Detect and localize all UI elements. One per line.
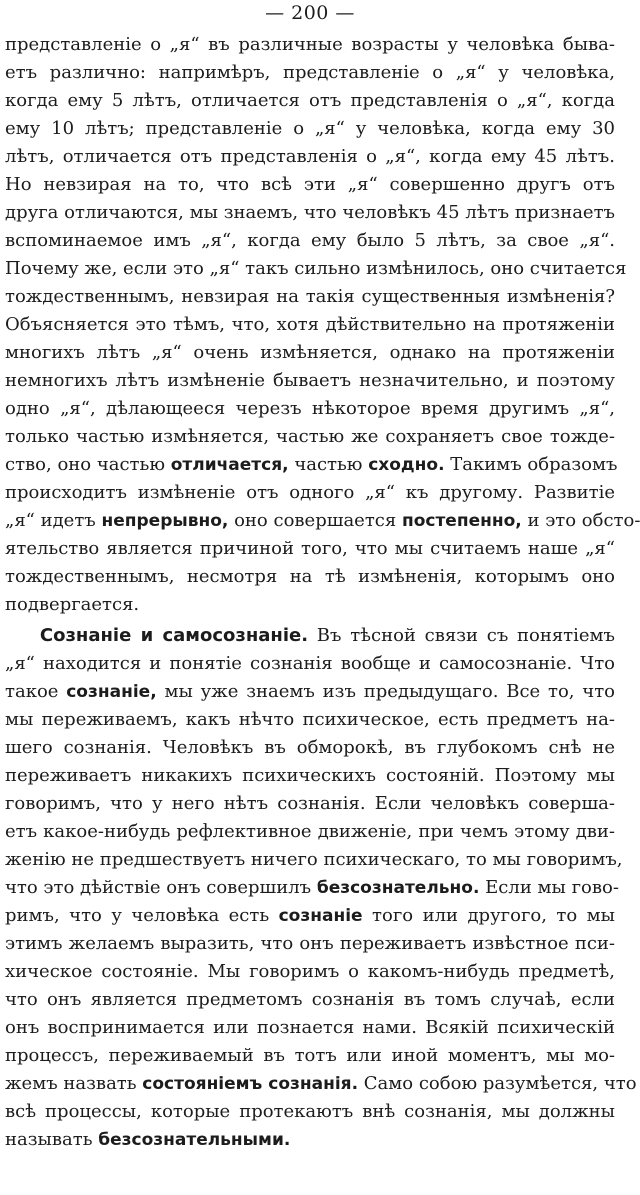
- text-line: [5, 902, 615, 930]
- text-line: [5, 87, 615, 115]
- text-run: переживаетъ никакихъ психическихъ состояній. Поэтому мы: [5, 765, 615, 786]
- text-run: „я“ находится и понятіе сознанія вообще и самосознаніе. Что: [5, 653, 615, 674]
- text-line: [5, 451, 618, 479]
- text-run: одно „я“, дѣлающееся черезъ нѣкоторое время другимъ „я“,: [5, 398, 615, 419]
- text-run: представленіе о „я“ въ различные возрасты у человѣка быва-: [5, 34, 615, 55]
- text-line: [5, 227, 615, 255]
- text-run: друга отличаются, мы знаемъ, что человѣкъ 45 лѣтъ признаетъ: [5, 202, 615, 223]
- bold-term: состояніемъ сознанія.: [142, 1074, 359, 1094]
- text-run: ство, оно частью: [5, 454, 171, 475]
- text-run: [5, 625, 40, 646]
- text-run: немногихъ лѣтъ измѣненіе бываетъ незначительно, и поэтому: [5, 370, 615, 391]
- text-run: Но невзирая на то, что всѣ эти „я“ совершенно другъ отъ: [5, 174, 615, 195]
- text-line: [5, 199, 615, 227]
- text-run: женію не предшествуетъ ничего психическаго, то мы говоримъ,: [5, 849, 623, 870]
- text-line: [5, 622, 615, 650]
- text-line: [5, 1098, 615, 1126]
- text-run: что онъ является предметомъ сознанія въ томъ случаѣ, если: [5, 989, 615, 1010]
- text-run: Въ тѣсной связи съ понятіемъ: [308, 625, 615, 646]
- text-line: [5, 283, 615, 311]
- text-line: [5, 846, 623, 874]
- text-run: Объясняется это тѣмъ, что, хотя дѣйствительно на протяженіи: [5, 314, 615, 335]
- text-run: тождественнымъ, невзирая на такія существенныя измѣненія?: [5, 286, 615, 307]
- text-run: ятельство является причиной того, что мы считаемъ наше „я“: [5, 538, 615, 559]
- text-run: шего сознанія. Человѣкъ въ обморокѣ, въ глубокомъ снѣ не: [5, 737, 615, 758]
- text-line: [5, 563, 615, 591]
- text-line: [5, 59, 615, 87]
- text-run: что это дѣйствіе онъ совершилъ: [5, 877, 317, 898]
- text-run: такое: [5, 681, 67, 702]
- text-run: вспоминаемое имъ „я“, когда ему было 5 лѣтъ, за свое „я“.: [5, 230, 615, 251]
- text-line: [5, 762, 615, 790]
- text-run: процессъ, переживаемый въ тотъ или иной моментъ, мы мо-: [5, 1045, 615, 1066]
- text-run: многихъ лѣтъ „я“ очень измѣняется, однако на протяженіи: [5, 342, 615, 363]
- text-run: Такимъ образомъ: [444, 454, 618, 475]
- text-line: [5, 818, 615, 846]
- text-line: [5, 1014, 615, 1042]
- text-run: римъ, что у человѣка есть: [5, 905, 279, 926]
- text-run: онъ воспринимается или познается нами. Всякій психическій: [5, 1017, 615, 1038]
- text-line: [5, 790, 615, 818]
- text-line: [5, 1126, 615, 1154]
- text-run: етъ какое-нибудь рефлективное движеніе, при чемъ этому дви-: [5, 821, 615, 842]
- bold-term: сходно.: [368, 455, 445, 475]
- text-run: того или другого, то мы: [362, 905, 615, 926]
- bold-term: безсознательными.: [98, 1130, 291, 1150]
- text-line: [5, 1070, 637, 1098]
- text-run: Если мы гово-: [479, 877, 619, 898]
- bold-term: безсознательно.: [316, 878, 480, 898]
- text-run: ему 10 лѣтъ; представленіе о „я“ у человѣка, когда ему 30: [5, 118, 615, 139]
- text-line: [5, 706, 615, 734]
- text-line: [5, 986, 615, 1014]
- text-line: [5, 423, 615, 451]
- text-run: происходитъ измѣненіе отъ одного „я“ къ другому. Развитіе: [5, 482, 615, 503]
- page-number: — 200 —: [265, 2, 355, 24]
- text-run: Почему же, если это „я“ такъ сильно измѣнилось, оно считается: [5, 258, 627, 279]
- text-run: оно совершается: [228, 510, 402, 531]
- text-line: [5, 31, 615, 59]
- text-line: [5, 255, 627, 283]
- text-line: [5, 930, 615, 958]
- text-line: [5, 339, 615, 367]
- text-run: этимъ желаемъ выразить, что онъ переживаетъ извѣстное пси-: [5, 933, 615, 954]
- text-run: когда ему 5 лѣтъ, отличается отъ представленія о „я“, когда: [5, 90, 615, 111]
- text-run: всѣ процессы, которые протекаютъ внѣ сознанія, мы должны: [5, 1101, 615, 1122]
- text-run: частью: [288, 454, 369, 475]
- text-run: и это обсто-: [521, 510, 640, 531]
- section-heading: Сознаніе и самосознаніе.: [39, 625, 309, 646]
- text-line: [5, 115, 615, 143]
- text-run: етъ различно: напримѣръ, представленіе о „я“ у человѣка,: [5, 62, 615, 83]
- bold-term: сознаніе: [278, 906, 363, 926]
- text-line: [5, 650, 615, 678]
- text-run: хическое состояніе. Мы говоримъ о какомъ-нибудь предметѣ,: [5, 961, 615, 982]
- bold-term: отличается,: [170, 455, 289, 475]
- text-run: только частью измѣняется, частью же сохраняетъ свое тожде-: [5, 426, 615, 447]
- text-run: тождественнымъ, несмотря на тѣ измѣненія, которымъ оно: [5, 566, 615, 587]
- text-line: [5, 479, 615, 507]
- text-line: [5, 1042, 615, 1070]
- bold-term: непрерывно,: [101, 511, 229, 531]
- text-run: называть: [5, 1129, 99, 1150]
- text-line: [5, 678, 615, 706]
- text-run: „я“ идетъ: [5, 510, 102, 531]
- text-line: [5, 143, 615, 171]
- text-run: лѣтъ, отличается отъ представленія о „я“, когда ему 45 лѣтъ.: [5, 146, 615, 167]
- text-run: говоримъ, что у него нѣтъ сознанія. Если человѣкъ соверша-: [5, 793, 615, 814]
- text-line: [5, 591, 615, 619]
- text-run: подвергается.: [5, 594, 140, 615]
- text-line: [5, 958, 615, 986]
- text-line: [5, 874, 619, 902]
- text-line: [5, 734, 615, 762]
- text-run: жемъ назвать: [5, 1073, 143, 1094]
- text-line: [5, 311, 615, 339]
- text-line: [5, 395, 615, 423]
- text-run: мы уже знаемъ изъ предыдущаго. Все то, что: [156, 681, 615, 702]
- text-line: [5, 507, 640, 535]
- bold-term: сознаніе,: [66, 682, 157, 702]
- text-run: мы переживаемъ, какъ нѣчто психическое, есть предметъ на-: [5, 709, 615, 730]
- text-line: [5, 535, 615, 563]
- text-line: [5, 171, 615, 199]
- text-line: [5, 367, 615, 395]
- bold-term: постепенно,: [401, 511, 522, 531]
- text-run: Само собою разумѣется, что: [358, 1073, 637, 1094]
